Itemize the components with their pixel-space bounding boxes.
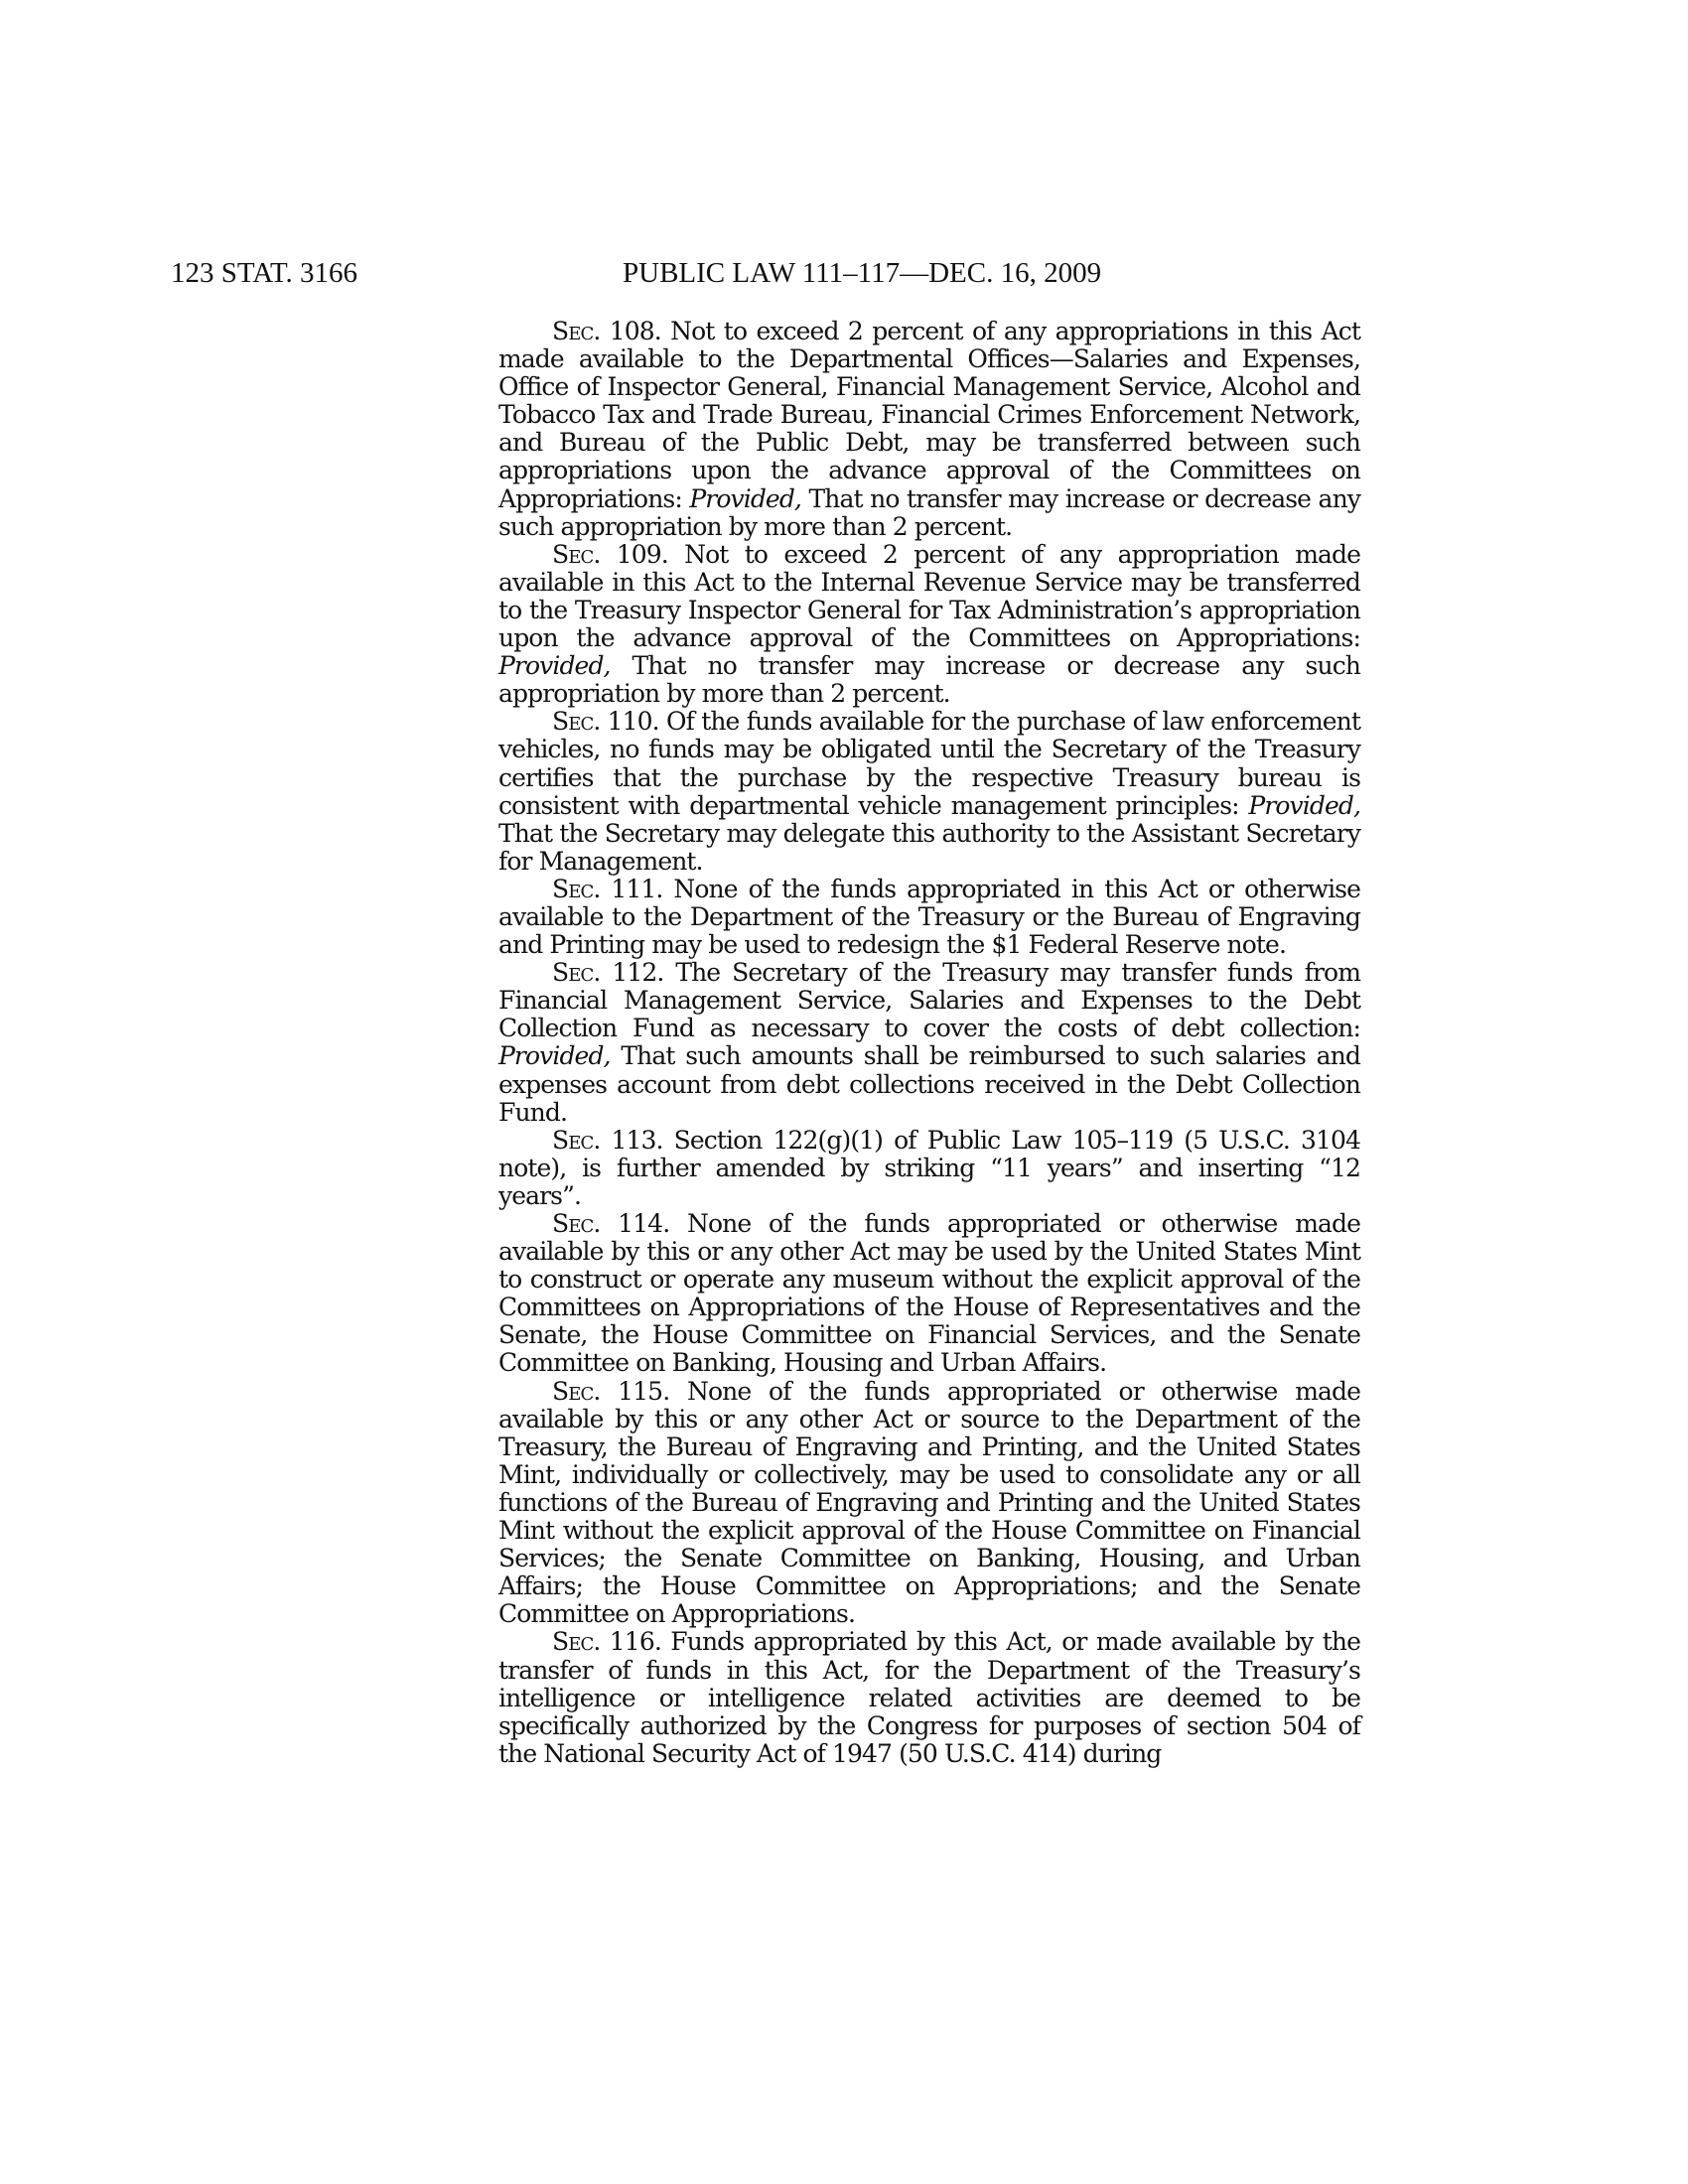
section-text: Not to exceed 2 percent of any appropriation made available in this Act to the Internal Revenue Service may be transferred to the Treasury Inspector General for Tax Administration’s appropriation upon the advance approval of the Committees on Appropriations: [498,539,1361,653]
statute-body [498,318,1360,1768]
section-114 [498,1210,1360,1378]
section-label: Sec. 112. [552,958,664,988]
section-label: Sec. 116. [552,1627,661,1657]
section-label: Sec. 108. [552,317,661,345]
section-label: Sec. 115. [552,1376,670,1406]
section-label: Sec. 109. [552,539,668,569]
section-text: Not to exceed 2 percent of any appropriations in this Act made available to the Departmental Offices—Salaries and Expenses, Office of Inspector General, Financial Management Service, Alcohol and Tobacco Tax and Trade Bureau, Financial Crimes Enforcement Network, and Bureau of the Public Debt, may be transferred between such appropriations upon the advance approval of the Committees on Appropriations: [498,317,1360,513]
section-text: Funds appropriated by this Act, or made available by the transfer of funds in this Act, for the Department of the Treasury’s intelligence or intelligence related activities are deemed to be specifically authorized by the Congress for purposes of section 504 of the National Security Act of 1947 (50 U.S.C. 414) during [498,1627,1360,1768]
section-112 [498,959,1360,1127]
page-header [171,253,1362,293]
section-label: Sec. 110. [552,707,659,737]
section-text-continued: That the Secretary may delegate this authority to the Assistant Secretary for Management. [498,818,1360,876]
section-110 [498,708,1360,876]
provided-proviso: Provided, [689,483,801,513]
section-text: Section 122(g)(1) of Public Law 105–119 (5 U.S.C. 3104 note), is further amended by striking “11 years” and inserting “12 years”. [498,1125,1360,1210]
section-115 [498,1378,1360,1629]
section-text: The Secretary of the Treasury may transfer funds from Financial Management Service, Salaries and Expenses to the Debt Collection Fund as necessary to cover the costs of debt collection: [498,958,1360,1043]
section-text: None of the funds appropriated in this Act or otherwise available to the Department of the Treasury or the Bureau of Engraving and Printing may be used to redesign the $1 Federal Reserve note. [498,874,1360,960]
section-113 [498,1127,1360,1210]
provided-proviso: Provided, [498,1041,611,1071]
section-text-continued: That such amounts shall be reimbursed to such salaries and expenses account from debt collections received in the Debt Collection Fund. [498,1041,1360,1127]
section-text: None of the funds appropriated or otherwise made available by this or any other Act or source to the Department of the Treasury, the Bureau of Engraving and Printing, and the United States Mint, individually or collectively, may be used to consolidate any or all functions of the Bureau of Engraving and Printing and the United States Mint without the explicit approval of the House Committee on Financial Services; the Senate Committee on Banking, Housing, and Urban Affairs; the House Committee on Appropriations; and the Senate Committee on Appropriations. [498,1376,1360,1629]
provided-proviso: Provided, [1248,790,1360,820]
section-text-continued: That no transfer may increase or decrease any such appropriation by more than 2 percent. [498,651,1360,709]
section-111 [498,876,1360,959]
section-text: None of the funds appropriated or otherwise made available by this or any other Act may be used by the United States Mint to construct or operate any museum without the explicit approval of the Committees on Appropriations of the House of Representatives and the Senate, the House Committee on Financial Services, and the Senate Committee on Banking, Housing and Urban Affairs. [498,1209,1360,1378]
section-label: Sec. 111. [552,874,663,903]
section-label: Sec. 113. [552,1125,663,1155]
section-label: Sec. 114. [552,1209,670,1238]
section-108 [498,318,1360,541]
public-law-title: PUBLIC LAW 111–117—DEC. 16, 2009 [623,257,1102,289]
section-text-continued: That no transfer may increase or decrease any such appropriation by more than 2 percent. [498,483,1360,541]
provided-proviso: Provided, [498,651,611,681]
section-116 [498,1628,1360,1767]
section-109 [498,541,1360,709]
stat-citation: 123 STAT. 3166 [171,257,358,289]
section-text: Of the funds available for the purchase of law enforcement vehicles, no funds may be obligated until the Secretary of the Treasury certifies that the purchase by the respective Treasury bureau is consistent with departmental vehicle management principles: [498,707,1360,820]
